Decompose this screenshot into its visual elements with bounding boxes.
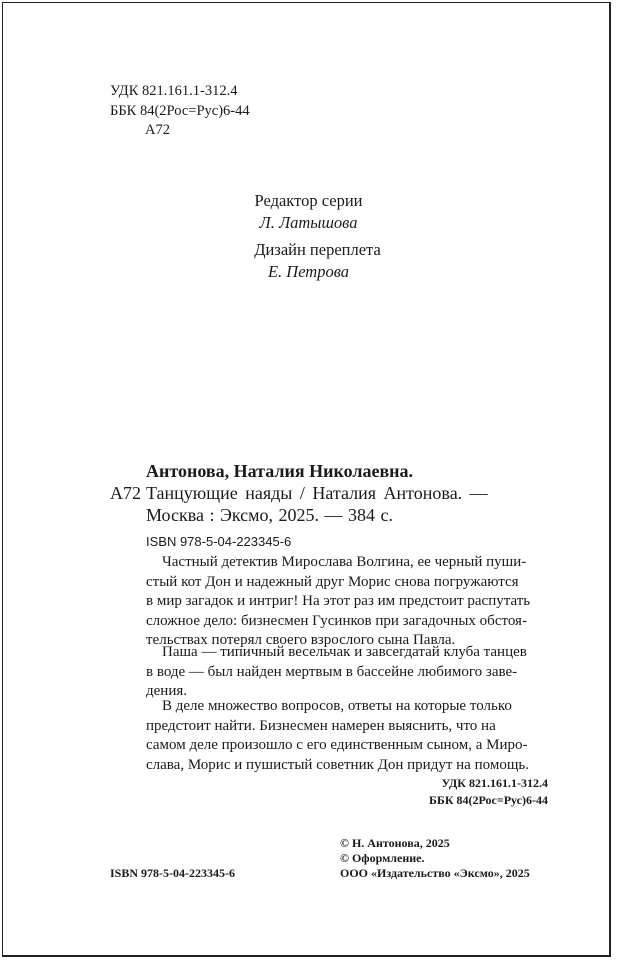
copyright-block [340, 836, 530, 881]
series-editor-name: Л. Латышова [259, 213, 358, 232]
cover-design-name: Е. Петрова [267, 262, 350, 281]
annotation-line: в воде — был найден мертвым в бассейне любимого заве- [146, 663, 518, 680]
annotation-line: дения. [146, 683, 187, 700]
catalog-author: Антонова, Наталия Николаевна. [146, 461, 414, 481]
series-editor-block [0, 190, 617, 234]
annotation-line: предстоит найти. Бизнесмен намерен выяснить, что на [146, 717, 496, 734]
catalog-mark: А72 [110, 483, 141, 503]
annotation-line: в мир загадок и интриг! На этот раз им предстоит распутать [146, 593, 531, 610]
annotation-line: слава, Морис и пушистый советник Дон придут на помощь. [146, 756, 529, 773]
udk-code: УДК 821.161.1-312.4 [110, 83, 238, 99]
annotation-line: тельствах потерял своего взрослого сына Павла. [146, 632, 456, 649]
annotation-paragraph-3 [146, 697, 550, 775]
footer-isbn: ISBN 978-5-04-223345-6 [110, 866, 235, 880]
copyright-publisher: ООО «Издательство «Эксмо», 2025 [340, 866, 530, 880]
annotation-line: В деле множество вопросов, ответы на которые только [162, 698, 512, 714]
annotation-line: Паша — типичный весельчак и завсегдатай клуба танцев [162, 644, 527, 660]
bottom-udk-code: УДК 821.161.1-312.4 [441, 776, 548, 790]
annotation-paragraph-2 [146, 643, 550, 702]
author-mark: А72 [145, 122, 170, 138]
copyright-design: © Оформление. [340, 851, 425, 865]
cover-design-block [0, 239, 617, 283]
catalog-title-line-2: Москва : Эксмо, 2025. — 384 с. [146, 505, 394, 525]
catalog-title-line-1: Танцующие наяды / Наталия Антонова. — [146, 483, 488, 503]
copyright-author: © Н. Антонова, 2025 [340, 836, 450, 850]
bbk-code: ББК 84(2Рос=Рус)6-44 [110, 102, 250, 119]
annotation-line: самом деле произошло с его единственным сыном, а Миро- [146, 737, 528, 754]
bottom-bbk-code: ББК 84(2Рос=Рус)6-44 [428, 793, 548, 807]
annotation-line: стый кот Дон и надежный друг Морис снова погружаются [146, 573, 519, 590]
series-editor-label: Редактор серии [254, 191, 363, 210]
annotation-line: сложное дело: бизнесмен Гусинков при загадочных обстоя- [146, 612, 527, 629]
catalog-isbn: ISBN 978-5-04-223345-6 [146, 534, 292, 549]
classification-codes [110, 82, 250, 141]
annotation-paragraph-1 [146, 553, 550, 651]
annotation-line: Частный детектив Мирослава Волгина, ее черный пуши- [162, 554, 527, 570]
cover-design-label: Дизайн переплета [254, 240, 381, 259]
